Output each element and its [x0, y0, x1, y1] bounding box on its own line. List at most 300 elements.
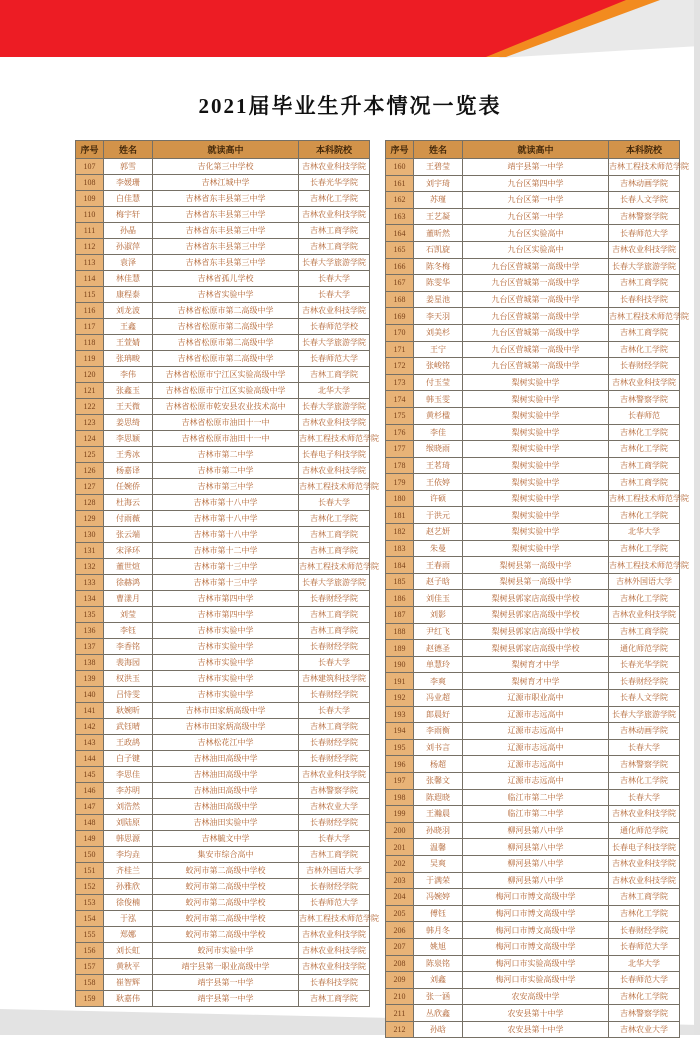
row-number: 205: [386, 905, 414, 922]
row-number: 167: [386, 275, 414, 292]
college: 长春大学: [299, 287, 370, 303]
college: 长春大学: [609, 789, 680, 806]
high-school: 梨树实验中学: [463, 474, 609, 491]
college: 吉林化工学院: [609, 590, 680, 607]
college: 吉林化工学院: [299, 511, 370, 527]
row-number: 124: [76, 431, 104, 447]
student-name: 傅钰: [414, 905, 463, 922]
table-row: [76, 175, 370, 191]
student-name: 杜海云: [104, 495, 153, 511]
row-number: 189: [386, 640, 414, 657]
college: 长春大学旅游学院: [609, 258, 680, 275]
table-row: [76, 943, 370, 959]
college: 长春人文学院: [609, 690, 680, 707]
high-school: 蛟河市第二高级中学校: [153, 895, 299, 911]
student-name: 于满荣: [414, 872, 463, 889]
table-row: [386, 241, 680, 258]
row-number: 174: [386, 391, 414, 408]
row-number: 127: [76, 479, 104, 495]
high-school: 梨树实验中学: [463, 490, 609, 507]
college: 长春财经学院: [299, 687, 370, 703]
row-number: 158: [76, 975, 104, 991]
college: 吉林警察学院: [609, 1005, 680, 1022]
table-row: [76, 511, 370, 527]
row-number: 149: [76, 831, 104, 847]
table-row: [386, 756, 680, 773]
student-name: 孙淑萍: [104, 239, 153, 255]
table-row: [386, 358, 680, 375]
high-school: 吉林油田高级中学: [153, 767, 299, 783]
student-name: 温馨: [414, 839, 463, 856]
high-school: 梨树县第一高级中学: [463, 557, 609, 574]
college: 吉林工商学院: [609, 474, 680, 491]
row-number: 182: [386, 524, 414, 541]
college: 长春师范大学: [299, 351, 370, 367]
college: 吉林工商学院: [299, 607, 370, 623]
high-school: 吉林市实验中学: [153, 639, 299, 655]
row-number: 121: [76, 383, 104, 399]
table-row: [76, 543, 370, 559]
col-header-name: 姓名: [414, 141, 463, 159]
row-number: 206: [386, 922, 414, 939]
student-name: 张鑫玉: [104, 383, 153, 399]
table-row: [76, 767, 370, 783]
table-row: [76, 383, 370, 399]
table-row: [76, 815, 370, 831]
table-row: [76, 911, 370, 927]
high-school: 吉化第三中学校: [153, 159, 299, 175]
table-row: [386, 640, 680, 657]
college: 长春财经学院: [609, 673, 680, 690]
table-row: [76, 623, 370, 639]
high-school: 梨树实验中学: [463, 540, 609, 557]
college: 吉林建筑科技学院: [299, 671, 370, 687]
high-school: 梨树县第一高级中学: [463, 573, 609, 590]
high-school: 吉林毓文中学: [153, 831, 299, 847]
row-number: 195: [386, 739, 414, 756]
college: 吉林工商学院: [299, 239, 370, 255]
row-number: 160: [386, 159, 414, 176]
table-row: [76, 959, 370, 975]
row-number: 209: [386, 972, 414, 989]
student-name: 赵艺妍: [414, 524, 463, 541]
row-number: 211: [386, 1005, 414, 1022]
row-number: 202: [386, 855, 414, 872]
student-name: 李钰: [104, 623, 153, 639]
student-name: 刘莹: [104, 607, 153, 623]
table-row: [386, 789, 680, 806]
row-number: 134: [76, 591, 104, 607]
col-header-serial: 序号: [76, 141, 104, 159]
high-school: 吉林省东丰县第三中学: [153, 255, 299, 271]
high-school: 吉林市第二中学: [153, 447, 299, 463]
student-name: 董世煊: [104, 559, 153, 575]
college: 长春师范学校: [299, 319, 370, 335]
college: 吉林农业科技学院: [609, 374, 680, 391]
student-name: 林佳慧: [104, 271, 153, 287]
student-name: 王宁: [414, 341, 463, 358]
college: 长春大学旅游学院: [299, 575, 370, 591]
row-number: 145: [76, 767, 104, 783]
table-row: [76, 575, 370, 591]
table-row: [386, 922, 680, 939]
college: 吉林农业科技学院: [299, 927, 370, 943]
college: 长春大学旅游学院: [299, 335, 370, 351]
high-school: 吉林市第十八中学: [153, 527, 299, 543]
row-number: 159: [76, 991, 104, 1007]
student-name: 孙晓羽: [414, 822, 463, 839]
college: 吉林工商学院: [299, 719, 370, 735]
page-right-edge: [694, 0, 700, 1035]
row-number: 130: [76, 527, 104, 543]
college: 长春大学旅游学院: [299, 399, 370, 415]
table-row: [386, 839, 680, 856]
high-school: 农安高级中学: [463, 988, 609, 1005]
row-number: 184: [386, 557, 414, 574]
college: 吉林动画学院: [609, 723, 680, 740]
college: 吉林农业科技学院: [299, 303, 370, 319]
student-name: 杨嘉译: [104, 463, 153, 479]
college: 吉林工商学院: [609, 275, 680, 292]
high-school: 吉林油田高级中学: [153, 751, 299, 767]
college: 吉林动画学院: [609, 175, 680, 192]
table-row: [386, 889, 680, 906]
row-number: 144: [76, 751, 104, 767]
student-name: 张云端: [104, 527, 153, 543]
student-name: 姚旭: [414, 938, 463, 955]
college: 吉林化工学院: [609, 424, 680, 441]
high-school: 集安市综合高中: [153, 847, 299, 863]
high-school: 梨树实验中学: [463, 524, 609, 541]
table-row: [76, 751, 370, 767]
table-row: [76, 319, 370, 335]
college: 通化师范学院: [609, 822, 680, 839]
table-row: [76, 847, 370, 863]
high-school: 吉林市实验中学: [153, 655, 299, 671]
high-school: 吉林省东丰县第三中学: [153, 223, 299, 239]
table-row: [386, 474, 680, 491]
row-number: 125: [76, 447, 104, 463]
student-name: 黄秋平: [104, 959, 153, 975]
college: 长春光华学院: [299, 175, 370, 191]
college: 吉林农业科技学院: [609, 855, 680, 872]
high-school: 农安县第十中学: [463, 1021, 609, 1038]
college: 吉林外国语大学: [299, 863, 370, 879]
row-number: 165: [386, 241, 414, 258]
high-school: 吉林市第十三中学: [153, 559, 299, 575]
high-school: 九台区营城第一高级中学: [463, 358, 609, 375]
student-name: 苏瑾: [414, 192, 463, 209]
row-number: 118: [76, 335, 104, 351]
college: 吉林化工学院: [609, 341, 680, 358]
student-name: 陈泉铭: [414, 955, 463, 972]
high-school: 辽源市志远高中: [463, 739, 609, 756]
table-row: [76, 879, 370, 895]
table-row: [386, 739, 680, 756]
high-school: 九台区营城第一高级中学: [463, 341, 609, 358]
row-number: 114: [76, 271, 104, 287]
row-number: 117: [76, 319, 104, 335]
table-row: [76, 367, 370, 383]
table-row: [386, 573, 680, 590]
high-school: 辽源市志远高中: [463, 723, 609, 740]
table-row: [76, 639, 370, 655]
high-school: 吉林省松原市第二高级中学: [153, 303, 299, 319]
high-school: 临江市第二中学: [463, 806, 609, 823]
student-name: 刘影: [414, 607, 463, 624]
table-row: [76, 559, 370, 575]
table-row: [386, 872, 680, 889]
high-school: 梨树县郭家店高级中学校: [463, 640, 609, 657]
table-row: [386, 905, 680, 922]
table-row: [76, 255, 370, 271]
row-number: 120: [76, 367, 104, 383]
student-name: 吕恃雯: [104, 687, 153, 703]
college: 长春师范大学: [609, 938, 680, 955]
college: 吉林农业科技学院: [299, 463, 370, 479]
college: 长春大学旅游学院: [299, 255, 370, 271]
row-number: 193: [386, 706, 414, 723]
college: 吉林化工学院: [609, 772, 680, 789]
high-school: 农安县第十中学: [463, 1005, 609, 1022]
table-row: [76, 415, 370, 431]
row-number: 188: [386, 623, 414, 640]
college: 吉林农业科技学院: [299, 943, 370, 959]
table-row: [386, 324, 680, 341]
high-school: 吉林油田高级中学: [153, 783, 299, 799]
table-row: [386, 1021, 680, 1038]
row-number: 185: [386, 573, 414, 590]
student-name: 李苏明: [104, 783, 153, 799]
high-school: 梅河口市博文高级中学: [463, 938, 609, 955]
table-row: [386, 806, 680, 823]
table-row: [76, 335, 370, 351]
student-name: 于洪元: [414, 507, 463, 524]
row-number: 129: [76, 511, 104, 527]
table-row: [386, 623, 680, 640]
student-name: 孙晗: [414, 1021, 463, 1038]
high-school: 吉林市第十二中学: [153, 543, 299, 559]
table-row: [386, 1005, 680, 1022]
student-name: 刘书言: [414, 739, 463, 756]
college: 吉林工商学院: [609, 623, 680, 640]
college: 吉林农业大学: [299, 799, 370, 815]
college: 吉林警察学院: [299, 783, 370, 799]
college: 长春财经学院: [609, 358, 680, 375]
row-number: 178: [386, 457, 414, 474]
college: 吉林农业科技学院: [609, 806, 680, 823]
high-school: 九台区营城第一高级中学: [463, 308, 609, 325]
high-school: 吉林省松原市油田十一中: [153, 415, 299, 431]
student-name: 李香铭: [104, 639, 153, 655]
high-school: 蛟河市第二高级中学校: [153, 927, 299, 943]
student-name: 宋泽环: [104, 543, 153, 559]
table-row: [386, 557, 680, 574]
student-name: 赵子晗: [414, 573, 463, 590]
college: 吉林化工学院: [299, 191, 370, 207]
student-name: 任婉侨: [104, 479, 153, 495]
college: 长春大学: [299, 271, 370, 287]
college: 长春科技学院: [299, 975, 370, 991]
high-school: 梅河口市博文高级中学: [463, 905, 609, 922]
table-row: [76, 719, 370, 735]
high-school: 吉林省东丰县第三中学: [153, 207, 299, 223]
college: 吉林工程技术师范学院: [609, 490, 680, 507]
high-school: 梨树县郭家店高级中学校: [463, 590, 609, 607]
college: 长春财经学院: [299, 815, 370, 831]
row-number: 190: [386, 656, 414, 673]
table-row: [386, 772, 680, 789]
row-number: 146: [76, 783, 104, 799]
row-number: 155: [76, 927, 104, 943]
student-name: 丛欣鑫: [414, 1005, 463, 1022]
student-name: 李佳: [414, 424, 463, 441]
high-school: 吉林省松原市宁江区实验高级中学: [153, 367, 299, 383]
row-number: 135: [76, 607, 104, 623]
college: 长春师范大学: [609, 225, 680, 242]
college: 通化师范学院: [609, 640, 680, 657]
high-school: 临江市第二中学: [463, 789, 609, 806]
table-row: [386, 955, 680, 972]
row-number: 169: [386, 308, 414, 325]
row-number: 212: [386, 1021, 414, 1038]
row-number: 122: [76, 399, 104, 415]
table-row: [76, 303, 370, 319]
table-row: [76, 687, 370, 703]
student-name: 李思颖: [104, 431, 153, 447]
table-row: [76, 783, 370, 799]
row-number: 143: [76, 735, 104, 751]
table-row: [76, 239, 370, 255]
student-name: 王茗琦: [414, 457, 463, 474]
college: 长春财经学院: [299, 751, 370, 767]
student-name: 张峻铭: [414, 358, 463, 375]
student-name: 吴爽: [414, 855, 463, 872]
row-number: 187: [386, 607, 414, 624]
high-school: 九台区第一中学: [463, 192, 609, 209]
college: 长春财经学院: [299, 591, 370, 607]
row-number: 126: [76, 463, 104, 479]
high-school: 吉林省松原市乾安县农业技术高中: [153, 399, 299, 415]
row-number: 176: [386, 424, 414, 441]
high-school: 靖宇县第一职业高级中学: [153, 959, 299, 975]
high-school: 梨树实验中学: [463, 441, 609, 458]
table-row: [386, 208, 680, 225]
high-school: 吉林松花江中学: [153, 735, 299, 751]
high-school: 吉林市第二中学: [153, 463, 299, 479]
high-school: 梨树实验中学: [463, 457, 609, 474]
college: 吉林农业科技学院: [609, 872, 680, 889]
high-school: 靖宇县第一中学: [153, 991, 299, 1007]
high-school: 九台区第一中学: [463, 208, 609, 225]
student-name: 王春雨: [414, 557, 463, 574]
college: 长春师范: [609, 407, 680, 424]
table-row: [386, 374, 680, 391]
table-row: [386, 175, 680, 192]
col-header-highschool: 就读高中: [463, 141, 609, 159]
college: 吉林警察学院: [609, 208, 680, 225]
top-banner: [0, 0, 700, 85]
row-number: 194: [386, 723, 414, 740]
table-row: [76, 159, 370, 175]
table-row: [76, 655, 370, 671]
student-name: 刘龙波: [104, 303, 153, 319]
table-row: [76, 831, 370, 847]
student-name: 刘宇琦: [414, 175, 463, 192]
college: 吉林工程技术师范学院: [609, 557, 680, 574]
table-row: [76, 351, 370, 367]
college: 长春财经学院: [609, 922, 680, 939]
row-number: 191: [386, 673, 414, 690]
college: 吉林工程技术师范学院: [609, 308, 680, 325]
student-name: 黄杉楹: [414, 407, 463, 424]
high-school: 吉林市田家炳高级中学: [153, 719, 299, 735]
row-number: 204: [386, 889, 414, 906]
table-row: [76, 271, 370, 287]
college: 长春财经学院: [299, 879, 370, 895]
row-number: 161: [386, 175, 414, 192]
student-name: 韩玉雯: [414, 391, 463, 408]
table-row: [386, 275, 680, 292]
college: 吉林工商学院: [299, 623, 370, 639]
high-school: 九台区营城第一高级中学: [463, 275, 609, 292]
college: 长春大学: [299, 831, 370, 847]
college: 吉林工程技术师范学院: [299, 911, 370, 927]
high-school: 柳河县第八中学: [463, 822, 609, 839]
row-number: 173: [386, 374, 414, 391]
row-number: 154: [76, 911, 104, 927]
high-school: 九台区营城第一高级中学: [463, 258, 609, 275]
row-number: 147: [76, 799, 104, 815]
row-number: 123: [76, 415, 104, 431]
college: 北华大学: [609, 955, 680, 972]
student-name: 陈遐晓: [414, 789, 463, 806]
high-school: 蛟河市第二高级中学校: [153, 863, 299, 879]
student-name: 朱曼: [414, 540, 463, 557]
college: 长春电子科技学院: [299, 447, 370, 463]
row-number: 171: [386, 341, 414, 358]
college: 吉林农业科技学院: [299, 415, 370, 431]
high-school: 吉林江城中学: [153, 175, 299, 191]
student-name: 武钰晴: [104, 719, 153, 735]
header-row: [76, 141, 370, 159]
college: 吉林警察学院: [609, 756, 680, 773]
high-school: 吉林市第十八中学: [153, 495, 299, 511]
table-row: [386, 258, 680, 275]
row-number: 181: [386, 507, 414, 524]
student-name: 李爽: [414, 673, 463, 690]
college: 长春大学: [609, 739, 680, 756]
col-header-college: 本科院校: [609, 141, 680, 159]
table-row: [76, 863, 370, 879]
high-school: 吉林省东丰县第三中学: [153, 191, 299, 207]
row-number: 164: [386, 225, 414, 242]
student-name: 王秀冰: [104, 447, 153, 463]
page-title: 2021届毕业生升本情况一览表: [198, 94, 502, 118]
student-name: 孙雅欣: [104, 879, 153, 895]
student-name: 白子键: [104, 751, 153, 767]
high-school: 梨树实验中学: [463, 391, 609, 408]
college: 吉林农业科技学院: [299, 767, 370, 783]
college: 吉林农业科技学院: [299, 159, 370, 175]
college: 吉林化工学院: [609, 507, 680, 524]
table-row: [386, 524, 680, 541]
student-name: 曹漾月: [104, 591, 153, 607]
header-row: [386, 141, 680, 159]
student-name: 李伟: [104, 367, 153, 383]
student-name: 刘陆原: [104, 815, 153, 831]
table-row: [386, 192, 680, 209]
